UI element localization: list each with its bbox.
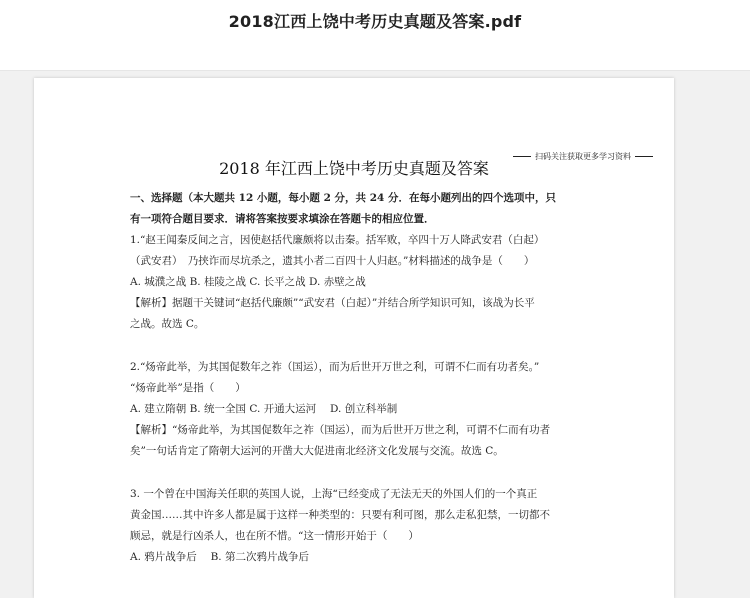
file-title: 2018江西上饶中考历史真题及答案.pdf [228, 12, 522, 31]
question-2-text: 2.“炀帝此举，为其国促数年之祚（国运），而为后世开万世之利，可谓不仁而有功者矣。” [130, 361, 540, 373]
question-3-text: 黄金国……其中许多人都是属于这样一种类型的：只要有利可图，那么走私犯禁，一切都不 [130, 509, 550, 521]
document-body [130, 188, 582, 568]
blank-line [130, 335, 582, 357]
question-2-text: “炀帝此举”是指（ ） [130, 382, 246, 394]
promo-text: 扫码关注获取更多学习资料 [535, 152, 631, 161]
document-title: 2018 年江西上饶中考历史真题及答案 [219, 159, 489, 178]
pdf-page[interactable] [34, 78, 674, 598]
question-1-analysis: 【解析】据题干关键词“赵括代廉颇”“武安君（白起）”并结合所学知识可知，该战为长平 [130, 297, 535, 309]
section-heading-line: 有一项符合题目要求．请将答案按要求填涂在答题卡的相应位置． [130, 213, 435, 225]
question-1-options: A. 城濮之战 B. 桂陵之战 C. 长平之战 D. 赤壁之战 [130, 276, 366, 288]
question-1-analysis: 之战。故选 C。 [130, 318, 205, 330]
blank-line [130, 462, 582, 484]
section-heading-line: 一、选择题（本大题共 12 小题，每小题 2 分，共 24 分．在每小题列出的四个选项中，只 [130, 192, 556, 204]
question-2-options: A. 建立隋朝 B. 统一全国 C. 开通大运河 D. 创立科举制 [130, 403, 398, 415]
question-3-options: A. 鸦片战争后 B. 第二次鸦片战争后 [130, 551, 309, 563]
question-3-text: 3. 一个曾在中国海关任职的英国人说，上海“已经变成了无法无天的外国人们的一个真正 [130, 488, 538, 500]
question-3-text: 顾忌，就是行凶杀人，也在所不惜。“这一情形开始于（ ） [130, 530, 419, 542]
question-1-text: 1.“赵王闻秦反间之言，因使赵括代廉颇将以击秦。括军败，卒四十万人降武安君（白起） [130, 234, 545, 246]
question-2-analysis: 矣”一句话肯定了隋朝大运河的开凿大大促进南北经济文化发展与交流。故选 C。 [130, 445, 504, 457]
question-1-text: （武安君） 乃挟诈而尽坑杀之，遗其小者二百四十人归赵。”材料描述的战争是（ ） [130, 255, 535, 267]
question-2-analysis: 【解析】“炀帝此举，为其国促数年之祚（国运），而为后世开万世之利，可谓不仁而有功者 [130, 424, 551, 436]
viewer-header [0, 0, 750, 71]
